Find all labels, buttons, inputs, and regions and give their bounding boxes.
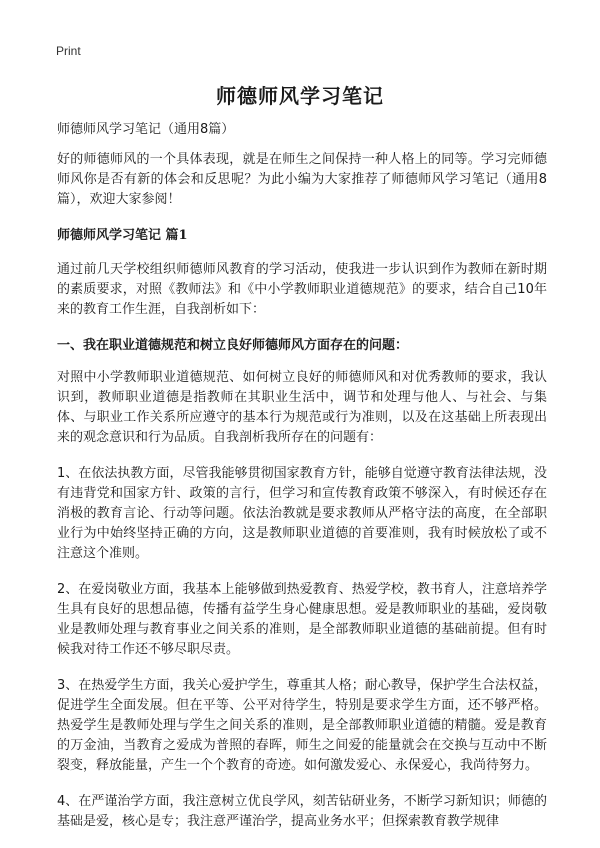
section-intro-paragraph: 对照中小学教师职业道德规范、如何树立良好的师德师风和对优秀教师的要求，我认识到，教师职业道德是指教师在其职业生活中，调节和处理与他人、与社会、与集体、与职业工作关系所应遵守的基本行为规范或行为准则，以及在这基础上所表现出来的观念意识和行为品质。自我剖析我所存在的问题有： [57,370,547,445]
point-3-paragraph: 3、在热爱学生方面，我关心爱护学生，尊重其人格；耐心教导，保护学生合法权益，促进学生全面发展。但在平等、公平对待学生，特别是要求学生方面，还不够严格。热爱学生是教师处理与学生之间关系的准则，是全部教师职业道德的精髓。爱是教育的万金油，当教育之爱成为普照的春晖，师生之间爱的能量就会在交换与互动中不断裂变，释放能量，产生一个个教育的奇迹。如何激发爱心、永保爱心，我尚待努力。 [57,678,547,773]
print-label[interactable]: Print [56,44,81,58]
intro-paragraph: 好的师德师风的一个具体表现，就是在师生之间保持一种人格上的同等。学习完师德师风你是否有新的体会和反思呢？为此小编为大家推荐了师德师风学习笔记（通用8篇），欢迎大家参阅！ [57,152,547,207]
document-body [57,120,547,848]
point-1-paragraph: 1、在依法执教方面，尽管我能够贯彻国家教育方针，能够自觉遵守教育法律法规，没有违背党和国家方针、政策的言行，但学习和宣传教育政策不够深入，有时候还存在消极的教育言论、行动等问题。依法治教就是要求教师从严格守法的高度，在全部职业行为中始终坚持正确的方向，这是教师职业道德的首要准则，我有时候放松了或不注意这个准则。 [57,466,547,561]
point-4-paragraph: 4、在严谨治学方面，我注意树立优良学风，刻苦钻研业务，不断学习新知识；师德的基础是爱，核心是专；我注意严谨治学，提高业务水平；但探索教育教学规律 [57,794,547,829]
section-heading: 一、我在职业道德规范和树立良好师德师风方面存在的问题： [57,338,409,353]
opening-paragraph: 通过前几天学校组织师德师风教育的学习活动，使我进一步认识到作为教师在新时期的素质要求，对照《教师法》和《中小学教师职业道德规范》的要求，结合自己10年来的教育工作生涯，自我剖析如下： [57,262,547,317]
article-heading: 师德师风学习笔记 篇1 [57,228,188,243]
document-subtitle: 师德师风学习笔记（通用8篇） [57,122,235,137]
point-2-paragraph: 2、在爱岗敬业方面，我基本上能够做到热爱教育、热爱学校，教书育人，注意培养学生具有良好的思想品德，传播有益学生身心健康思想。爱是教师职业的基础，爱岗敬业是教师处理与教育事业之间关系的准则，是全部教师职业道德的基础前提。但有时候我对待工作还不够尽职尽责。 [57,582,547,657]
document-title: 师德师风学习笔记 [216,84,384,108]
